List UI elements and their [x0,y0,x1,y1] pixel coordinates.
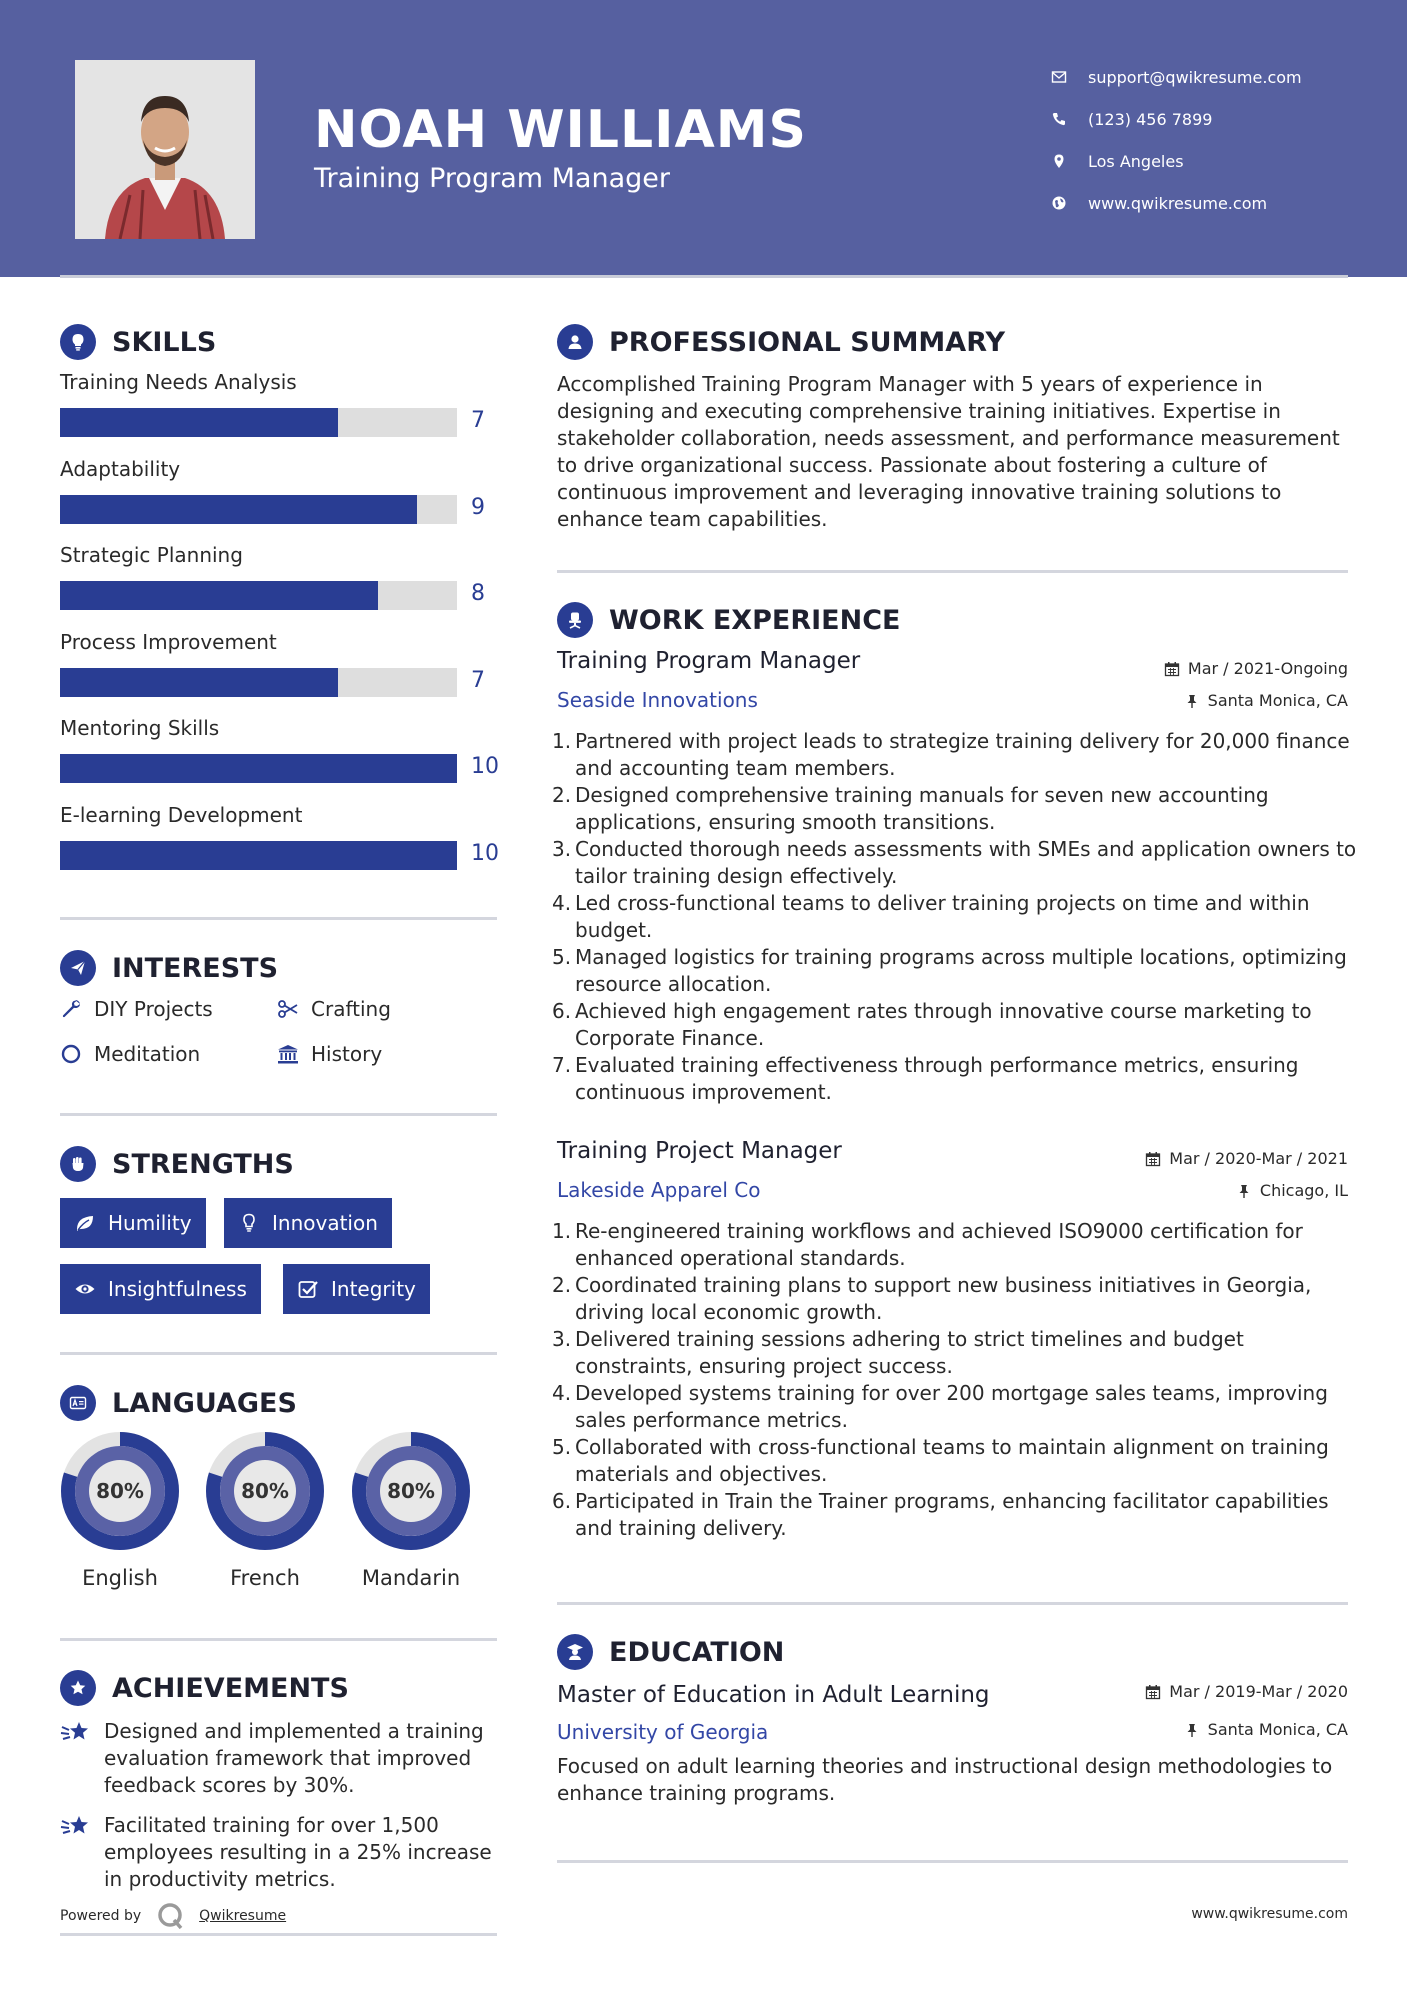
skill-value: 7 [471,408,485,433]
strengths-section-header [60,1146,294,1182]
bullet-number: 4. [552,1381,572,1405]
contact-email[interactable] [1050,56,1302,98]
lightbulb-icon [60,324,96,360]
job-bullet-item [552,1218,1357,1272]
circle-icon [60,1043,82,1065]
interests-divider [60,1113,497,1116]
interest-label: DIY Projects [94,997,213,1021]
globe-icon [1050,194,1068,212]
interest-label: History [311,1042,383,1066]
bullet-number: 1. [552,1219,572,1243]
calendar-icon [1164,661,1180,677]
strength-chip-integrity [283,1264,430,1314]
skill-bar [60,408,457,437]
job-location [1236,1181,1348,1200]
bullet-text: Partnered with project leads to strategize training delivery for 20,000 finance and accounting team members. [575,729,1350,780]
bullet-text: Led cross-functional teams to deliver training projects on time and within budget. [575,891,1310,942]
raised-fist-icon [60,1146,96,1182]
bullet-number: 5. [552,1435,572,1459]
job-bullet-item [552,728,1357,782]
summary-section-header [557,324,1005,360]
strength-label: Insightfulness [108,1277,247,1301]
job-bullet-item [552,998,1357,1052]
bullet-text: Re-engineered training workflows and achieved ISO9000 certification for enhanced operational standards. [575,1219,1303,1270]
leaf-icon [74,1212,96,1234]
achievement-text: Designed and implemented a training evaluation framework that improved feedback scores by 30%. [104,1719,484,1797]
checkbox-icon [297,1278,319,1300]
pushpin-icon [1184,1722,1200,1738]
contact-list [1050,56,1302,224]
bullet-text: Delivered training sessions adhering to strict timelines and budget constraints, ensuring project success. [575,1327,1244,1378]
pushpin-icon [1236,1183,1252,1199]
contact-location-text: Los Angeles [1088,151,1184,171]
strength-label: Humility [108,1211,192,1235]
eye-icon [74,1278,96,1300]
achievement-item [60,1718,500,1799]
job-bullet-item [552,836,1357,890]
education-dates [1145,1682,1348,1701]
interest-label: Meditation [94,1042,201,1066]
powered-by-label: Powered by [60,1908,142,1924]
summary-divider [557,570,1348,573]
education-degree: Master of Education in Adult Learning [557,1682,990,1708]
experience-divider [557,1602,1348,1605]
museum-icon [277,1043,299,1065]
job-company: Seaside Innovations [557,688,758,712]
job-bullet-item [552,1434,1357,1488]
job-bullet-item [552,1380,1357,1434]
shooting-star-icon [60,1812,92,1840]
bullet-number: 7. [552,1053,572,1077]
phone-icon [1050,110,1068,128]
language-gauge [350,1430,472,1552]
language-name: English [82,1566,158,1590]
job-bullet-item [552,1052,1357,1106]
wrench-icon [60,998,82,1020]
skill-label: Process Improvement [60,629,277,654]
job-location [1184,691,1348,710]
bullet-number: 1. [552,729,572,753]
bullet-text: Developed systems training for over 200 mortgage sales teams, improving sales performance metrics. [575,1381,1328,1432]
skill-bar-fill [60,841,457,870]
interest-history [277,1042,382,1066]
skill-label: Training Needs Analysis [60,370,297,394]
skill-bar [60,581,457,610]
experience-title: WORK EXPERIENCE [609,604,901,636]
achievement-text: Facilitated training for over 1,500 employees resulting in a 25% increase in productivity metrics. [104,1813,492,1891]
job-dates-text: Mar / 2020-Mar / 2021 [1169,1149,1348,1168]
candidate-name: NOAH WILLIAMS [314,100,807,160]
skills-title: SKILLS [112,326,217,358]
star-badge-icon [60,1670,96,1706]
bullet-number: 2. [552,1273,572,1297]
bullet-number: 2. [552,783,572,807]
skill-value: 9 [471,494,485,520]
job-dates [1145,1149,1348,1168]
bullet-number: 3. [552,837,572,861]
achievements-section-header [60,1670,349,1706]
candidate-role: Training Program Manager [314,163,670,194]
job-bullet-item [552,1488,1357,1542]
education-school: University of Georgia [557,1720,769,1744]
job-bullet-item [552,782,1357,836]
skill-bar-fill [60,668,338,697]
language-percent: 80% [96,1479,144,1503]
experience-section-header [557,602,900,638]
skill-value: 8 [471,581,485,606]
contact-email-text: support@qwikresume.com [1088,67,1302,87]
interests-section-header [60,950,278,986]
skill-bar [60,754,457,783]
skill-bar-fill [60,581,378,610]
skill-value: 7 [471,667,485,693]
skill-value: 10 [471,754,499,779]
achievement-item [60,1812,500,1893]
interest-label: Crafting [311,997,391,1021]
header-divider [60,275,1348,278]
education-section-header [557,1634,784,1670]
qwikresume-logo-icon [157,1902,185,1930]
bullet-text: Collaborated with cross-functional teams to maintain alignment on training materials and objectives. [575,1435,1329,1486]
strengths-divider [60,1352,497,1355]
bullet-number: 5. [552,945,572,969]
job-location-text: Santa Monica, CA [1207,691,1348,710]
languages-section-header [60,1385,297,1421]
footer-website[interactable]: www.qwikresume.com [1191,1906,1348,1922]
skills-section-header [60,324,216,360]
left-footer-divider [60,1933,497,1936]
skill-label: Strategic Planning [60,543,243,567]
job-bullets [552,1218,1357,1542]
bullet-text: Evaluated training effectiveness through performance metrics, ensuring continuous improvement. [575,1053,1299,1104]
skill-label: Mentoring Skills [60,716,220,740]
language-gauge [204,1430,326,1552]
contact-phone-text: (123) 456 7899 [1088,109,1213,129]
skill-bar-fill [60,408,338,437]
strength-chip-innovation [224,1198,392,1248]
calendar-icon [1145,1151,1161,1167]
bullet-number: 4. [552,891,572,915]
bullet-text: Coordinated training plans to support new business initiatives in Georgia, driving local economic growth. [575,1273,1312,1324]
achievements-title: ACHIEVEMENTS [112,1672,349,1704]
education-location-text: Santa Monica, CA [1207,1720,1348,1739]
language-item [59,1430,181,1590]
job-location-text: Chicago, IL [1259,1181,1348,1200]
pushpin-icon [1184,693,1200,709]
language-percent: 80% [387,1479,435,1503]
job-title: Training Program Manager [557,648,861,674]
resume-header [0,0,1407,277]
envelope-icon [1050,68,1068,86]
bullet-number: 6. [552,1489,572,1513]
skill-label: E-learning Development [60,802,303,827]
education-location [1184,1720,1348,1739]
education-divider [557,1860,1348,1863]
language-item [204,1430,326,1590]
language-icon [60,1385,96,1421]
shooting-star-icon [60,1718,92,1746]
skill-bar-fill [60,754,457,783]
job-bullet-item [552,1272,1357,1326]
job-bullets [552,728,1357,1106]
job-bullet-item [552,944,1357,998]
job-dates-text: Mar / 2021-Ongoing [1187,659,1348,678]
job-bullet-item [552,1326,1357,1380]
qwikresume-link[interactable]: Qwikresume [199,1908,287,1924]
bullet-text: Participated in Train the Trainer programs, enhancing facilitator capabilities and training delivery. [575,1489,1329,1540]
language-name: Mandarin [361,1566,461,1590]
contact-phone[interactable] [1050,98,1302,140]
skill-bar [60,668,457,697]
lightbulb-icon [238,1212,260,1234]
skill-bar [60,841,457,870]
skill-bar [60,495,457,524]
language-percent: 80% [241,1479,289,1503]
bullet-text: Designed comprehensive training manuals for seven new accounting applications, ensuring smooth transitions. [575,783,1269,834]
office-chair-icon [557,602,593,638]
interest-meditation [60,1042,200,1066]
skills-divider [60,917,497,920]
strength-label: Integrity [331,1277,416,1301]
interest-crafting [277,997,391,1021]
job-bullet-item [552,890,1357,944]
contact-location [1050,140,1302,182]
interest-diy-projects [60,997,213,1021]
strengths-title: STRENGTHS [112,1148,294,1180]
education-description: Focused on adult learning theories and instructional design methodologies to enhance training programs. [557,1754,1333,1805]
profile-photo-illustration [75,60,255,239]
bullet-number: 6. [552,999,572,1023]
language-item [350,1430,472,1590]
summary-title: PROFESSIONAL SUMMARY [609,326,1006,358]
summary-text: Accomplished Training Program Manager with 5 years of experience in designing and executing comprehensive training initiatives. Expertise in stakeholder collaboration, needs assessment, and performance measurement to drive organizational success. Passionate about fostering a culture of continuous improvement and leveraging innovative training solutions to enhance team capabilities. [557,372,1340,531]
language-name: French [230,1566,300,1590]
bullet-text: Achieved high engagement rates through innovative course marketing to Corporate Finance. [575,999,1312,1050]
bullet-number: 3. [552,1327,572,1351]
job-company: Lakeside Apparel Co [557,1178,761,1202]
bullet-text: Managed logistics for training programs across multiple locations, optimizing resource allocation. [575,945,1347,996]
profile-photo [75,60,255,239]
interests-title: INTERESTS [112,952,279,984]
skill-bar-fill [60,495,417,524]
contact-website-text: www.qwikresume.com [1088,193,1268,213]
education-title: EDUCATION [609,1636,785,1668]
calendar-icon [1145,1684,1161,1700]
strength-chip-insightfulness [60,1264,261,1314]
paper-plane-icon [60,950,96,986]
skill-value: 10 [471,840,499,866]
languages-title: LANGUAGES [112,1387,297,1419]
languages-divider [60,1638,497,1641]
contact-website[interactable] [1050,182,1302,224]
user-icon [557,324,593,360]
strength-label: Innovation [272,1211,378,1235]
strength-chip-humility [60,1198,206,1248]
powered-by [60,1902,286,1930]
education-dates-text: Mar / 2019-Mar / 2020 [1169,1682,1348,1701]
language-gauge [59,1430,181,1552]
scissors-icon [277,998,299,1020]
map-pin-icon [1050,152,1068,170]
job-title: Training Project Manager [557,1138,842,1164]
bullet-text: Conducted thorough needs assessments with SMEs and application owners to tailor training design effectively. [575,837,1357,888]
skill-label: Adaptability [60,456,181,481]
graduate-icon [557,1634,593,1670]
job-dates [1164,659,1348,678]
